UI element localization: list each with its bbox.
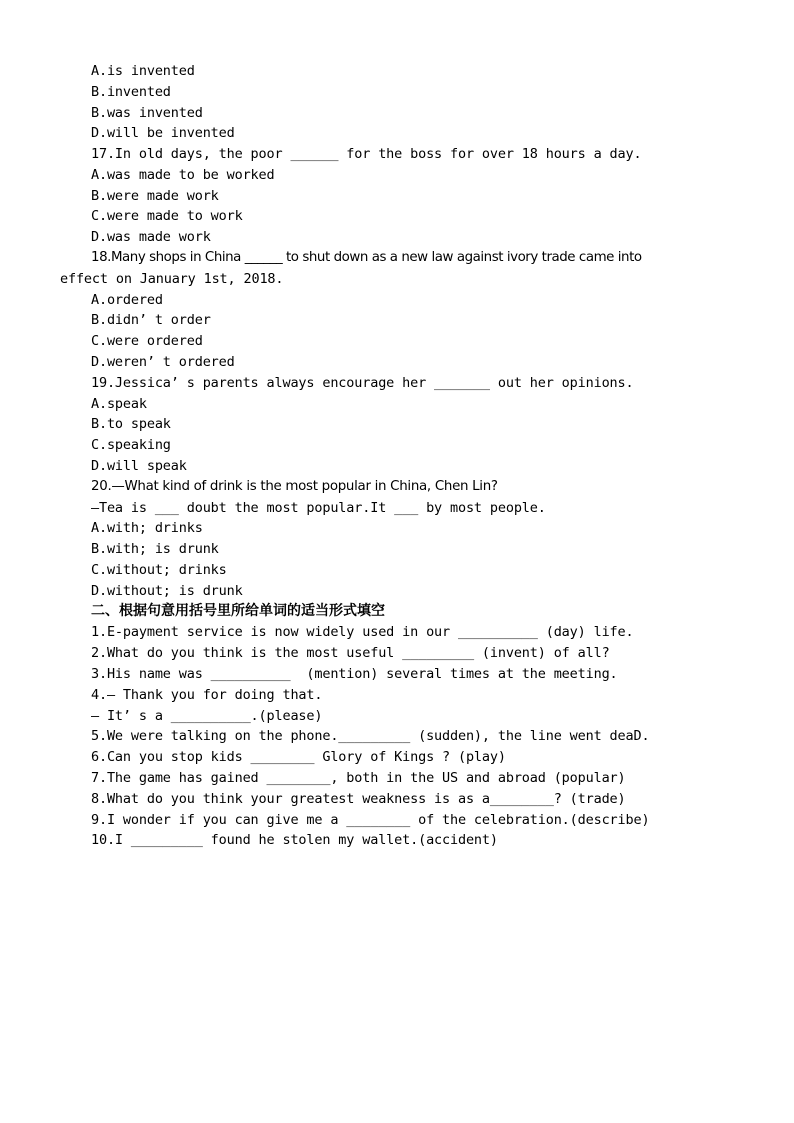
q18-option-c: C.were ordered (91, 333, 203, 349)
q19-option-d: D.will speak (91, 458, 187, 474)
q20-stem-line1: 20.—What kind of drink is the most popular in China, Chen Lin? (91, 479, 498, 494)
fill-item-3: 3.His name was __________ (mention) several times at the meeting. (91, 666, 618, 682)
fill-item-10: 10.I _________ found he stolen my wallet.(accident) (91, 832, 498, 848)
q18-stem-line1: 18.Many shops in China ______ to shut down as a new law against ivory trade came into (91, 250, 642, 265)
q17-option-c: C.were made to work (91, 208, 243, 224)
fill-item-8: 8.What do you think your greatest weakness is as a________? (trade) (91, 791, 626, 807)
q18-option-b: B.didn’ t order (91, 312, 211, 328)
fill-item-4-line1: 4.— Thank you for doing that. (91, 687, 323, 703)
fill-item-6: 6.Can you stop kids ________ Glory of Kings ? (play) (91, 749, 506, 765)
q20-option-b: B.with; is drunk (91, 541, 219, 557)
q20-option-d: D.without; is drunk (91, 583, 243, 599)
q16-option-b: B.invented (91, 84, 171, 100)
q19-stem: 19.Jessica’ s parents always encourage her _______ out her opinions. (91, 375, 634, 391)
q18-stem-line2: effect on January 1st, 2018. (60, 271, 284, 287)
fill-item-4-line2: — It’ s a __________.(please) (91, 708, 323, 724)
section-two-heading: 二、根据句意用括号里所给单词的适当形式填空 (91, 603, 385, 619)
q16-option-d: D.will be invented (91, 125, 235, 141)
q17-option-b: B.were made work (91, 188, 219, 204)
q18-option-d: D.weren’ t ordered (91, 354, 235, 370)
q17-option-a: A.was made to be worked (91, 167, 275, 183)
fill-item-1: 1.E-payment service is now widely used in our __________ (day) life. (91, 624, 634, 640)
q20-stem-line2: —Tea is ___ doubt the most popular.It ___ by most people. (91, 500, 546, 516)
q19-option-b: B.to speak (91, 416, 171, 432)
q16-option-c: B.was invented (91, 105, 203, 121)
fill-item-9: 9.I wonder if you can give me a ________ of the celebration.(describe) (91, 812, 650, 828)
fill-item-7: 7.The game has gained ________, both in the US and abroad (popular) (91, 770, 626, 786)
q20-option-c: C.without; drinks (91, 562, 227, 578)
fill-item-2: 2.What do you think is the most useful _________ (invent) of all? (91, 645, 610, 661)
fill-item-5: 5.We were talking on the phone._________ (sudden), the line went deaD. (91, 728, 650, 744)
q20-option-a: A.with; drinks (91, 520, 203, 536)
q18-option-a: A.ordered (91, 292, 163, 308)
q19-option-c: C.speaking (91, 437, 171, 453)
q19-option-a: A.speak (91, 396, 147, 412)
q16-option-a: A.is invented (91, 63, 195, 79)
q17-stem: 17.In old days, the poor ______ for the boss for over 18 hours a day. (91, 146, 642, 162)
q17-option-d: D.was made work (91, 229, 211, 245)
